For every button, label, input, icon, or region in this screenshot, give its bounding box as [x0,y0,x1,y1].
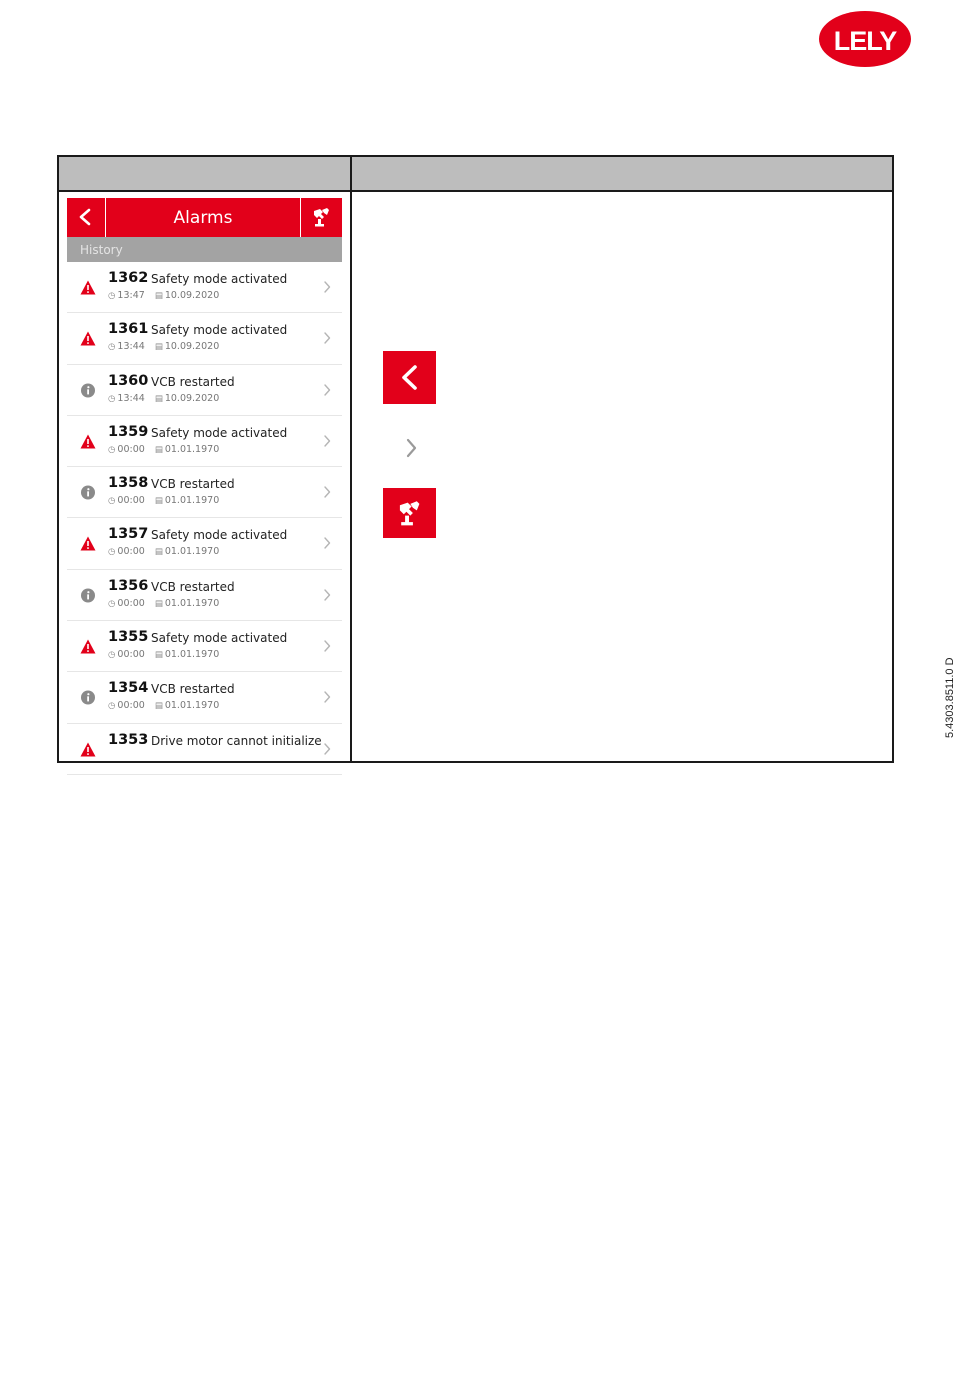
chevron-right-icon [404,437,418,459]
alarm-number: 1360 [108,372,149,389]
alarm-time: 00:00 [117,443,145,455]
alarm-date: 01.01.1970 [164,495,220,507]
warning-icon [80,536,96,551]
alarm-number: 1356 [108,577,149,594]
chevron-right-icon [323,383,331,397]
page-title: Alarms [173,208,233,228]
calendar-icon: ▤ [154,496,163,507]
clock-icon: ◷ [108,598,116,609]
alarm-time: 00:00 [117,700,145,712]
chevron-right-icon [323,434,331,448]
alarm-message: Safety mode activated [151,631,288,646]
alarm-timestamp [108,444,219,455]
info-icon [80,588,96,603]
calendar-icon: ▤ [154,650,163,661]
chevron-right-icon [323,690,331,704]
alarm-time: 13:47 [117,290,145,301]
alarm-number: 1359 [108,423,149,440]
calendar-icon: ▤ [154,598,163,609]
alarm-timestamp [108,341,219,352]
alarm-timestamp [108,546,219,557]
calendar-icon: ▤ [154,701,163,712]
alarm-list [67,262,342,775]
alarm-message: VCB restarted [151,374,235,389]
alarm-time: 13:44 [117,392,145,404]
alarm-date: 10.09.2020 [164,290,220,301]
alarm-time: 13:44 [117,341,145,353]
alarm-date: 01.01.1970 [164,700,220,712]
service-tools-icon [397,500,421,526]
alarm-number: 1361 [108,321,149,338]
alarm-date: 01.01.1970 [164,649,220,661]
warning-icon [80,639,96,654]
alarm-number: 1355 [108,629,149,646]
alarm-row[interactable] [67,570,342,621]
alarm-message: VCB restarted [151,682,235,697]
alarm-time: 00:00 [117,546,145,558]
calendar-icon: ▤ [154,547,163,558]
alarm-time: 00:00 [117,649,145,661]
alarm-message: Safety mode activated [151,272,288,286]
alarm-date: 01.01.1970 [164,443,220,455]
alarm-date: 01.01.1970 [164,597,220,609]
chevron-right-icon [323,536,331,550]
alarm-date: 10.09.2020 [164,392,220,404]
clock-icon: ◷ [108,393,116,404]
alarm-time: 00:00 [117,495,145,507]
alarm-message: Safety mode activated [151,323,288,338]
alarm-message: Safety mode activated [151,528,288,543]
warning-icon [80,434,96,449]
alarm-row[interactable] [67,724,342,775]
alarm-message: VCB restarted [151,579,235,594]
chevron-left-icon [398,364,420,391]
column-divider [350,157,352,761]
info-icon [80,690,96,705]
alarm-row[interactable] [67,518,342,569]
alarm-timestamp [108,290,219,301]
calendar-icon: ▤ [154,291,163,301]
alarm-row[interactable] [67,262,342,313]
service-button[interactable] [300,198,342,237]
warning-icon [80,331,96,346]
alarm-number: 1362 [108,270,149,286]
alarm-date: 10.09.2020 [164,341,220,353]
back-button[interactable] [67,198,106,237]
warning-icon [80,742,96,757]
alarm-number: 1353 [108,731,149,748]
chevron-right-icon [323,588,331,602]
alarms-screen [67,198,342,761]
chevron-right-icon [323,331,331,345]
clock-icon: ◷ [108,291,116,301]
alarm-timestamp [108,393,219,404]
calendar-icon: ▤ [154,393,163,404]
clock-icon: ◷ [108,342,116,353]
alarm-message: Drive motor cannot initialize [151,733,322,748]
alarm-number: 1358 [108,475,149,492]
chevron-left-icon [78,208,92,226]
alarm-row[interactable] [67,467,342,518]
clock-icon: ◷ [108,444,116,455]
alarm-timestamp [108,700,219,711]
info-icon [80,383,96,398]
alarm-timestamp [108,598,219,609]
chevron-right-icon [323,280,331,294]
alarm-row[interactable] [67,672,342,723]
alarm-message: VCB restarted [151,477,235,492]
legend-back-button [383,351,436,404]
alarm-row[interactable] [67,621,342,672]
clock-icon: ◷ [108,547,116,558]
calendar-icon: ▤ [154,342,163,353]
alarm-timestamp [108,649,219,660]
alarm-message: Safety mode activated [151,425,288,440]
table-header-row [59,157,892,192]
lely-logo [818,10,912,68]
clock-icon: ◷ [108,701,116,712]
document-reference: 5.4303.8511.0 D [944,657,956,738]
warning-icon [80,280,96,295]
chevron-right-icon [323,639,331,653]
title-bar [67,198,342,237]
alarm-number: 1354 [108,680,149,697]
chevron-right-icon [323,485,331,499]
history-subheader: History [67,237,342,262]
info-icon [80,485,96,500]
alarm-row[interactable] [67,313,342,364]
alarm-row[interactable] [67,365,342,416]
svg-text:LELY: LELY [833,26,897,56]
calendar-icon: ▤ [154,444,163,455]
alarm-date: 01.01.1970 [164,546,220,558]
alarm-time: 00:00 [117,597,145,609]
legend-service-button [383,488,436,538]
service-tools-icon [312,207,330,227]
legend-chevron [404,437,418,459]
clock-icon: ◷ [108,496,116,507]
clock-icon: ◷ [108,650,116,661]
alarm-timestamp [108,495,219,506]
chevron-right-icon [323,742,331,756]
alarm-number: 1357 [108,526,149,543]
alarm-row[interactable] [67,416,342,467]
